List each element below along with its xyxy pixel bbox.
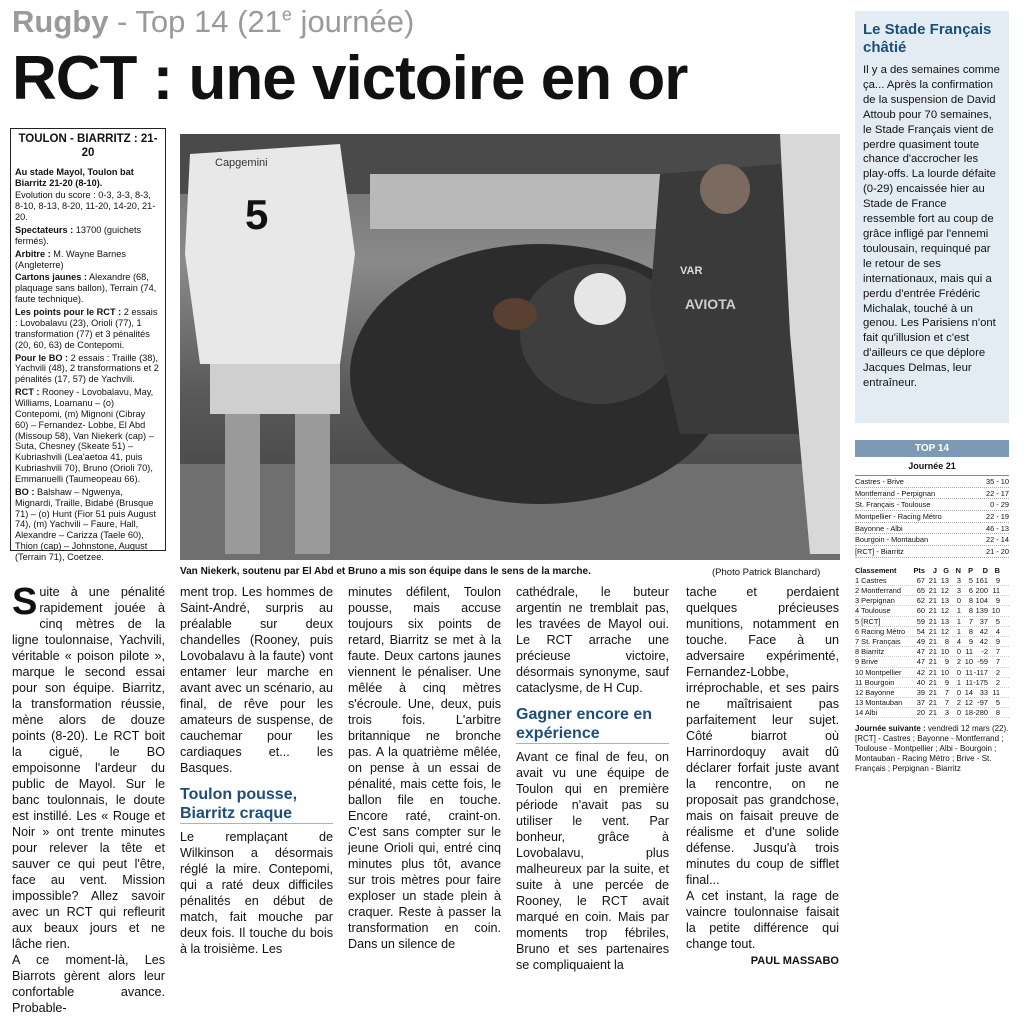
player-white-jersey	[185, 144, 355, 364]
standings-cell: 67	[916, 575, 925, 585]
next-round-label: Journée suivante :	[855, 724, 926, 734]
col1-paragraph	[12, 581, 165, 953]
standings-cell: 11 Bourgoin	[855, 677, 895, 687]
standings-cell: 11	[965, 667, 973, 677]
standings-cell: 21	[928, 616, 937, 626]
result-row	[855, 523, 1009, 535]
standings-cell: 12	[964, 698, 973, 708]
standings-cell: 47	[916, 647, 925, 657]
standings-cell: 7	[995, 647, 1000, 657]
article-column-4	[516, 585, 669, 973]
standings-cell: 9 Brive	[855, 657, 879, 667]
standings-cell: 54	[916, 626, 925, 636]
standings-cell: 13 Montauban	[855, 698, 903, 708]
article-column-5	[686, 585, 839, 967]
standings-cell: 7	[944, 698, 949, 708]
points-bo-value: 2 essais : Traille (38), Yachvili (48), 2 transformations et 2 pénalités (17, 57) de Yachvili.	[15, 352, 159, 385]
standings-cell: 4	[956, 636, 961, 646]
match-lead	[15, 167, 161, 189]
standings-cell: 21	[928, 586, 937, 595]
standings-row	[855, 688, 1009, 698]
standings-cell: 10	[940, 647, 949, 657]
standings-cell: 4	[995, 626, 1000, 636]
standings-cell: 0	[956, 647, 961, 657]
standings-cell: 8	[995, 708, 1000, 718]
sidebar-title: Le Stade Français châtié	[863, 21, 992, 56]
match-photo	[180, 134, 840, 560]
standings-cell: 8 Biarritz	[855, 647, 885, 657]
next-round	[855, 724, 1009, 774]
stadium-railing	[370, 174, 700, 229]
dropcap: S	[12, 581, 38, 623]
standings-cell: 11	[965, 647, 973, 657]
result-match: Montferrand - Perpignan	[855, 488, 936, 498]
result-row	[855, 534, 1009, 546]
referee-value: M. Wayne Barnes (Angleterre)	[15, 248, 126, 270]
player-white-shorts	[210, 364, 340, 414]
section-kicker	[12, 4, 414, 40]
standings-row	[855, 606, 1009, 616]
standings-cell: 21	[928, 606, 937, 616]
match-lead-text: Au stade Mayol, Toulon bat Biarritz 21-20 (8-10).	[15, 166, 134, 188]
standings-cell: 5	[995, 698, 1000, 708]
standings-col-header: D	[982, 565, 988, 575]
standings-cell: 2 Montferrand	[855, 586, 902, 595]
standings-cell: 49	[916, 636, 925, 646]
standings-cell: 7	[944, 687, 949, 697]
standings-cell: 60	[916, 606, 925, 616]
standings-cell: 21	[928, 677, 937, 687]
points-rct-label: Les points pour le RCT :	[15, 307, 122, 318]
standings-cell: 5	[968, 575, 973, 585]
standings-cell: 0	[956, 687, 961, 697]
standings-cell: 21	[928, 596, 937, 606]
results-list	[855, 476, 1009, 558]
spectators-value: 13700 (guichets fermés).	[15, 225, 142, 246]
standings-cell: 39	[916, 687, 925, 697]
top14-table	[855, 440, 1009, 774]
standings-row	[855, 596, 1009, 606]
lineup-bo	[15, 487, 161, 563]
standings-row	[855, 617, 1009, 627]
standings-cell: 12	[940, 586, 949, 595]
referee-label: Arbitre :	[15, 248, 51, 259]
standings-cell: 10	[991, 606, 1000, 616]
standings-cell: 9	[995, 636, 1000, 646]
result-score: 22 - 19	[985, 512, 1009, 522]
standings-cell: 1	[956, 606, 961, 616]
standings-cell: 2	[995, 667, 1000, 677]
standings-cell: 9	[995, 596, 1000, 606]
standings-cell: 5	[995, 616, 1000, 626]
standings-list	[855, 576, 1009, 719]
standings-cell: 1	[956, 626, 961, 636]
col2-paragraph-2: Le remplaçant de Wilkinson a désormais réglé la mire. Contepomi, qui a raté deux difficiles pénalités en début de match, fait mouche par deux fois. Il touche du bois à la troisième. Les	[180, 830, 333, 957]
result-score: 22 - 14	[985, 535, 1009, 545]
standings-cell: 9	[968, 636, 973, 646]
jersey-sponsor: Capgemini	[215, 157, 268, 169]
standings-cell: 42	[979, 636, 988, 646]
standings-header	[855, 566, 1009, 576]
kicker-superscript: e	[281, 4, 292, 25]
standings-cell: 0	[956, 596, 961, 606]
result-row	[855, 488, 1009, 500]
standings-cell: 11	[965, 677, 973, 687]
standings-cell: 104	[975, 596, 988, 606]
standings-row	[855, 586, 1009, 596]
lineup-rct-value: Rooney - Lovobalavu, May, Williams, Loamanu – (o) Contepomi, (m) Mignoni (Cibray 60) – Fernandez- Lobbe, El Abd (Missoup 58), Van Niekerk (cap) – Suta, Chesney (Skeate 51) – Kubriashvili (Lea'aetoa 41, puis Kubriashvili 70), Bruno (Orioli 70), Emmanuelli (Taumeopeau 66).	[15, 387, 154, 484]
photo-caption: Van Niekerk, soutenu par El Abd et Bruno a mis son équipe dans le sens de la marche.	[180, 566, 591, 577]
photo-credit: (Photo Patrick Blanchard)	[712, 567, 821, 578]
referee	[15, 249, 161, 271]
standings-cell: 21	[928, 657, 937, 667]
shirt-sponsor-b: AVIOTA	[685, 296, 736, 312]
photo-illustration	[180, 134, 840, 560]
standings-cell: 9	[995, 575, 1000, 585]
standings-cell: 1 Castres	[855, 575, 887, 585]
article-column-1	[12, 581, 165, 1015]
standings-cell: 6	[968, 586, 973, 595]
sidebar-stade-francais	[855, 11, 1009, 423]
standings-cell: 37	[916, 698, 925, 708]
standings-row	[855, 668, 1009, 678]
col1-paragraph-2: A ce moment-là, Les Biarrots gèrent alors leur confortable avance. Probable-	[12, 952, 165, 1015]
col5-paragraph: tache et perdaient quelques précieuses munitions, notamment en touche. Face à un adversaire expérimenté, Fernandez-Lobbe, irréprochable, et ses pairs ne maîtrisaient pas parfaitement leur sujet. Côté biarrot où Harrinordoquy avait dû déclarer forfait juste avant la rencontre, on ne proposait pas grandchose, mais on faisait preuve de réalisme et d'une solide défense. Jusqu'à trois minutes du coup de sifflet final...	[686, 585, 839, 887]
result-score: 21 - 20	[985, 547, 1009, 557]
standings-cell: 18	[964, 708, 973, 718]
lineup-rct	[15, 387, 161, 485]
standings-cell: 7 St. Français	[855, 636, 901, 646]
standings-cell: 8	[968, 626, 973, 636]
standings-cell: -117	[973, 667, 988, 677]
standings-row	[855, 657, 1009, 667]
standings-cell: 14 Albi	[855, 708, 878, 718]
standings-cell: 42	[916, 667, 925, 677]
standings-cell: 10	[940, 667, 949, 677]
standings-cell: 21	[928, 636, 937, 646]
standings-cell: 40	[916, 677, 925, 687]
standings-col-header: N	[955, 565, 961, 575]
standings-cell: 21	[928, 626, 937, 636]
result-row	[855, 511, 1009, 523]
next-round-text: vendredi 12 mars (22). [RCT] - Castres ; Bayonne - Montferrand ; Toulouse - Montpellier ; Albi - Bourgoin ; Montauban - Racing Métro ; Brive - St. Français ; Perpignan - Biarritz	[855, 724, 1009, 774]
top14-header: TOP 14	[855, 440, 1009, 457]
standings-cell: 0	[956, 708, 961, 718]
spectators	[15, 225, 161, 247]
standings-cell: 200	[975, 586, 988, 595]
col5-paragraph-2: A cet instant, la rage de vaincre toulonnaise faisait la petite différence qui change tout.	[686, 888, 839, 951]
points-bo	[15, 353, 161, 386]
player-dark-right-head	[700, 164, 750, 214]
col4-paragraph: cathédrale, le buteur argentin ne tremblait pas, les travées de Mayol oui. Le RCT arrache une précieuse victoire, désormais synonyme, sauf cataclysme, de H Cup.	[516, 585, 669, 695]
standings-cell: 59	[916, 616, 925, 626]
result-score: 0 - 29	[990, 500, 1009, 510]
yellow-cards-value: Alexandre (68, plaquage sans ballon), Terrain (74, faute technique).	[15, 272, 157, 305]
standings-cell: 1	[956, 616, 961, 626]
standings-cell: 12	[940, 626, 949, 636]
standings-cell: 33	[979, 687, 988, 697]
standings-cell: -175	[973, 677, 988, 687]
standings-cell: -59	[977, 657, 988, 667]
kicker-round: journée)	[291, 4, 415, 39]
lineup-bo-value: Balshaw – Ngwenya, Mignardi, Traille, Bidabé (Brusque 71) – (o) Hunt (Fior 51 puis August 74), (m) Yachvili – Faure, Hall, Alexandre – Carizza (Taele 60), Thion (cap) – Johnstone, August (Terrain 71), Coetzee.	[15, 486, 156, 562]
standings-cell: 139	[975, 606, 988, 616]
standings-cell: 5 [RCT]	[855, 616, 881, 626]
standings-col-header: P	[968, 565, 973, 575]
standings-cell: 6 Racing Métro	[855, 626, 906, 636]
lineup-rct-label: RCT :	[15, 387, 40, 398]
standings-cell: 11	[992, 687, 1000, 697]
subhead-toulon-pousse: Toulon pousse, Biarritz craque	[180, 785, 333, 824]
standings-cell: 2	[956, 698, 961, 708]
standings-cell: -2	[981, 647, 988, 657]
result-match: Bourgoin - Montauban	[855, 535, 929, 545]
standings-cell: 3 Perpignan	[855, 596, 895, 606]
standings-row	[855, 576, 1009, 586]
standings-cell: 2	[956, 657, 961, 667]
standings-col-header: B	[994, 565, 1000, 575]
kicker-sport: Rugby	[12, 4, 109, 39]
result-score: 22 - 17	[985, 488, 1009, 498]
standings-cell: 62	[916, 596, 925, 606]
rugby-ball	[493, 298, 537, 330]
standings-cell: 7	[968, 616, 973, 626]
standings-cell: 13	[940, 575, 949, 585]
standings-cell: 14	[964, 687, 973, 697]
article-column-2	[180, 585, 333, 957]
standings-row	[855, 698, 1009, 708]
standings-cell: 4 Toulouse	[855, 606, 891, 616]
standings-cell: 9	[944, 657, 949, 667]
standings-col-header: Pts	[913, 565, 925, 575]
lineup-bo-label: BO :	[15, 486, 35, 497]
article-byline: PAUL MASSABO	[750, 954, 839, 967]
subhead-gagner-encore: Gagner encore en expérience	[516, 705, 669, 744]
result-score: 35 - 10	[985, 477, 1009, 486]
result-match: [RCT] - Biarritz	[855, 547, 904, 557]
standings-cell: 37	[979, 616, 988, 626]
match-info-title: TOULON - BIARRITZ : 21-20	[18, 133, 158, 160]
standings-cell: 21	[928, 698, 937, 708]
page-headline: RCT : une victoire en or	[12, 44, 688, 113]
standings-cell: 8	[968, 596, 973, 606]
standings-cell: -280	[973, 708, 988, 718]
points-rct-value: 2 essais : Lovobalavu (23), Orioli (77), 1 transformation (77) et 3 pénalités (20, 60, 63) de Contepomi.	[15, 307, 158, 350]
result-match: Montpellier - Racing Métro	[855, 512, 942, 522]
standings-row	[855, 708, 1009, 718]
standings-col-header: J	[932, 565, 937, 575]
standings-cell: 13	[940, 596, 949, 606]
standings-row	[855, 678, 1009, 688]
standings-cell: 47	[916, 657, 925, 667]
sidebar-text: Il y a des semaines comme ça... Après la confirmation de la suspension de David Attoub pour 70 semaines, le Stade Français vient de perdre quasiment toute chance d'accrocher les play-offs. La lourde défaite (0-29) encaissée hier au Stade de France ressemble fort au coup de grâce infligé par l'ennemi toulousain, requinqué par le retour de ses internationaux, mais qui a perdu d'entrée Frédéric Michalak, touché à un genou. Les Parisiens n'ont fait qu'illusion et c'est d'ailleurs ce que déplore Jacques Delmas, leur entraîneur.	[863, 64, 1000, 390]
standings-cell: 21	[928, 708, 937, 718]
score-evolution: Evolution du score : 0-3, 3-3, 8-3, 8-10, 8-13, 8-20, 11-20, 14-20, 21-20.	[15, 190, 156, 223]
article-column-3	[348, 585, 501, 951]
kicker-competition: - Top 14 (21	[108, 4, 282, 39]
result-score: 46 - 13	[985, 523, 1009, 533]
jersey-number: 5	[245, 191, 269, 238]
col1-text: uite à une pénalité rapidement jouée à cinq mètres de la ligne toulonnaise, Yachvili, véritable « poison pilote », marque le second essai pour son équipe. Biarritz, la transformation réussie, mène alors de douze points (8-20). Le RCT boit la ciguë, le BO empoisonne l'ardeur du public de Mayol. Sur le banc toulonnais, le doute est instillé. Les « Rouge et Noir » ont trente minutes pour relever la tête et sauver ce qui peut l'être, face au vent. Mission impossible? Allez savoir avec un RCT qui refleurit aux beaux jours et ne lâche rien.	[12, 585, 165, 951]
standings-cell: 65	[916, 586, 925, 595]
standings-cell: 10	[964, 657, 973, 667]
standings-cell: 9	[944, 677, 949, 687]
journee-title: Journée 21	[855, 457, 1009, 476]
match-info-box	[10, 128, 166, 562]
standings-cell: 0	[956, 667, 961, 677]
standings-row	[855, 627, 1009, 637]
standings-cell: 1	[956, 677, 961, 687]
standings-cell: 21	[928, 647, 937, 657]
standings-cell: 8	[944, 636, 949, 646]
shirt-sponsor-a: VAR	[680, 265, 703, 277]
standings-cell: 11	[992, 586, 1000, 595]
result-row	[855, 546, 1009, 558]
result-match: Castres - Brive	[855, 477, 904, 486]
standings-cell: 3	[956, 575, 961, 585]
player-white-leg-left	[225, 414, 260, 554]
standings-cell: 13	[940, 616, 949, 626]
col3-paragraph: minutes défilent, Toulon pousse, mais accuse toujours six points de retard, Biarritz se met à la faute. Deux cartons jaunes viennent le pénaliser. Une mêlée à cinq mètres s'écroule. Une, deux, puis trois fois. L'arbitre britannique ne bronche pas. A la quatrième mêlée, on pense à un essai de pénalité, mais cette fois, le ballon file en touche. Encore raté, craint-on. C'est sans compter sur le jeune Orioli qui, entré cinq minutes plus tôt, avance sur trois mètres pour faire exploser un stade plein à craquer. Reste à passer la transformation en coin. Dans un silence de	[348, 585, 501, 951]
result-match: Bayonne - Albi	[855, 523, 903, 533]
standings-cell: 2	[995, 677, 1000, 687]
standings-cell: 12	[940, 606, 949, 616]
standings-cell: 21	[928, 667, 937, 677]
spectators-label: Spectateurs :	[15, 225, 74, 236]
standings-col-header: G	[943, 565, 949, 575]
standings-cell: 161	[975, 575, 988, 585]
standings-cell: 20	[916, 708, 925, 718]
standings-cell: 21	[928, 575, 937, 585]
result-row	[855, 476, 1009, 488]
standings-row	[855, 637, 1009, 647]
result-row	[855, 499, 1009, 511]
yellow-cards	[15, 272, 161, 305]
player-white-leg-right	[295, 414, 330, 554]
standings-cell: 7	[995, 657, 1000, 667]
standings-col-header: Classement	[855, 565, 897, 575]
points-bo-label: Pour le BO :	[15, 352, 69, 363]
standings-cell: 42	[979, 626, 988, 636]
scrum-cap-head	[574, 273, 626, 325]
points-rct	[15, 307, 161, 350]
standings-cell: 3	[944, 708, 949, 718]
standings-cell: 12 Bayonne	[855, 687, 895, 697]
col4-paragraph-2: Avant ce final de feu, on avait vu une équipe de Toulon qui en première période n'avait pas su utiliser le vent. Par bonheur, grâce à Lovobalavu, plus malheureux par la suite, et suite à une percée de Rooney, le RCT avait marqué en coin. Mais par moments trop fébriles, Bruno et ses partenaires se compliquaient la	[516, 750, 669, 973]
standings-cell: -97	[977, 698, 988, 708]
col2-paragraph: ment trop. Les hommes de Saint-André, surpris au préalable sur deux chandelles (Rooney, puis Lovobalavu à la faute) vont entamer leur marche en avant avec un scénario, au final, de rêve pour les amateurs de suspense, de cauchemar pour les cardiaques et... les Basques.	[180, 585, 333, 775]
standings-cell: 3	[956, 586, 961, 595]
standings-cell: 8	[968, 606, 973, 616]
standings-row	[855, 647, 1009, 657]
standings-cell: 21	[928, 687, 937, 697]
yellow-cards-label: Cartons jaunes :	[15, 272, 87, 283]
standings-cell: 10 Montpellier	[855, 667, 902, 677]
result-match: St. Français - Toulouse	[855, 500, 931, 510]
